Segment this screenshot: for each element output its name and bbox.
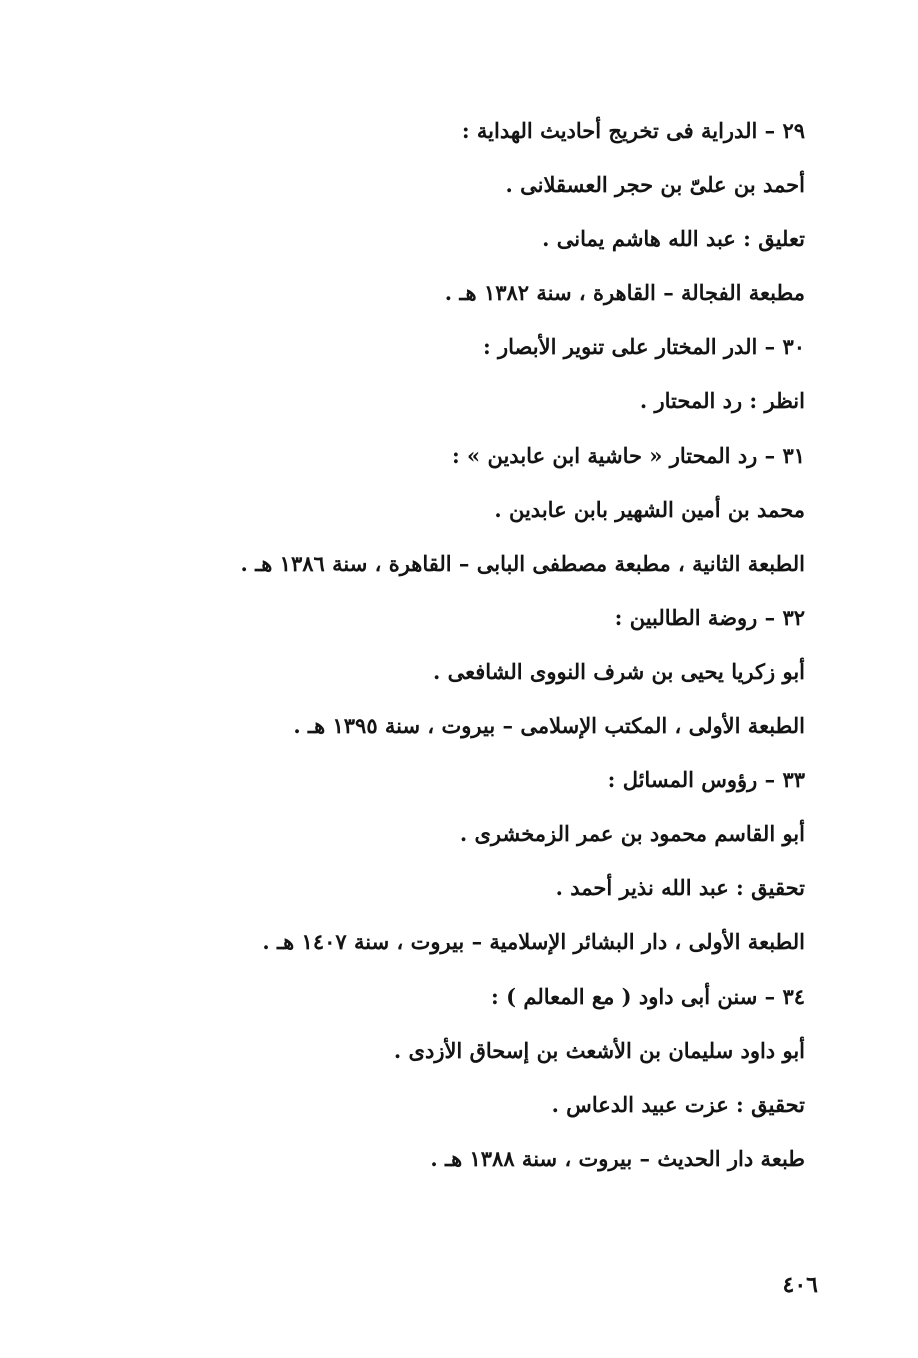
entry-edition-33: الطبعة الأولى ، دار البشائر الإسلامية – بيروت ، سنة ١٤٠٧ هـ . [262, 929, 805, 955]
entry-author-34: أبو داود سليمان بن الأشعث بن إسحاق الأزدى . [393, 1037, 805, 1063]
entry-author-31: محمد بن أمين الشهير بابن عابدين . [494, 496, 805, 522]
entry-heading-30: ٣٠ – الدر المختار على تنوير الأبصار : [482, 334, 805, 360]
entry-edition-32: الطبعة الأولى ، المكتب الإسلامى – بيروت ، سنة ١٣٩٥ هـ . [293, 713, 805, 739]
entry-heading-34: ٣٤ – سنن أبى داود ( مع المعالم ) : [491, 983, 805, 1009]
entry-heading-29: ٢٩ – الدراية فى تخريج أحاديث الهداية : [461, 118, 805, 143]
entry-author-33: أبو القاسم محمود بن عمر الزمخشرى . [459, 821, 805, 847]
bibliography-list [165, 104, 805, 1186]
entry-editor-34: تحقيق : عزت عبيد الدعاس . [551, 1091, 805, 1117]
entry-edition-31: الطبعة الثانية ، مطبعة مصطفى البابى – القاهرة ، سنة ١٣٨٦ هـ . [240, 550, 805, 576]
entry-heading-31: ٣١ – رد المحتار « حاشية ابن عابدين » : [451, 442, 805, 468]
entry-editor-29: تعليق : عبد الله هاشم يمانى . [542, 226, 805, 252]
entry-heading-33: ٣٣ – رؤوس المسائل : [607, 767, 805, 793]
entry-reference-30: انظر : رد المحتار . [639, 388, 805, 414]
entry-edition-29: مطبعة الفجالة – القاهرة ، سنة ١٣٨٢ هـ . [444, 280, 805, 306]
entry-editor-33: تحقيق : عبد الله نذير أحمد . [555, 875, 805, 901]
page-number: ٤٠٦ [782, 1272, 818, 1298]
entry-heading-32: ٣٢ – روضة الطالبين : [614, 604, 805, 630]
entry-edition-34: طبعة دار الحديث – بيروت ، سنة ١٣٨٨ هـ . [430, 1145, 805, 1171]
entry-author-29: أحمد بن علىّ بن حجر العسقلانى . [505, 172, 805, 198]
entry-author-32: أبو زكريا يحيى بن شرف النووى الشافعى . [432, 658, 805, 684]
